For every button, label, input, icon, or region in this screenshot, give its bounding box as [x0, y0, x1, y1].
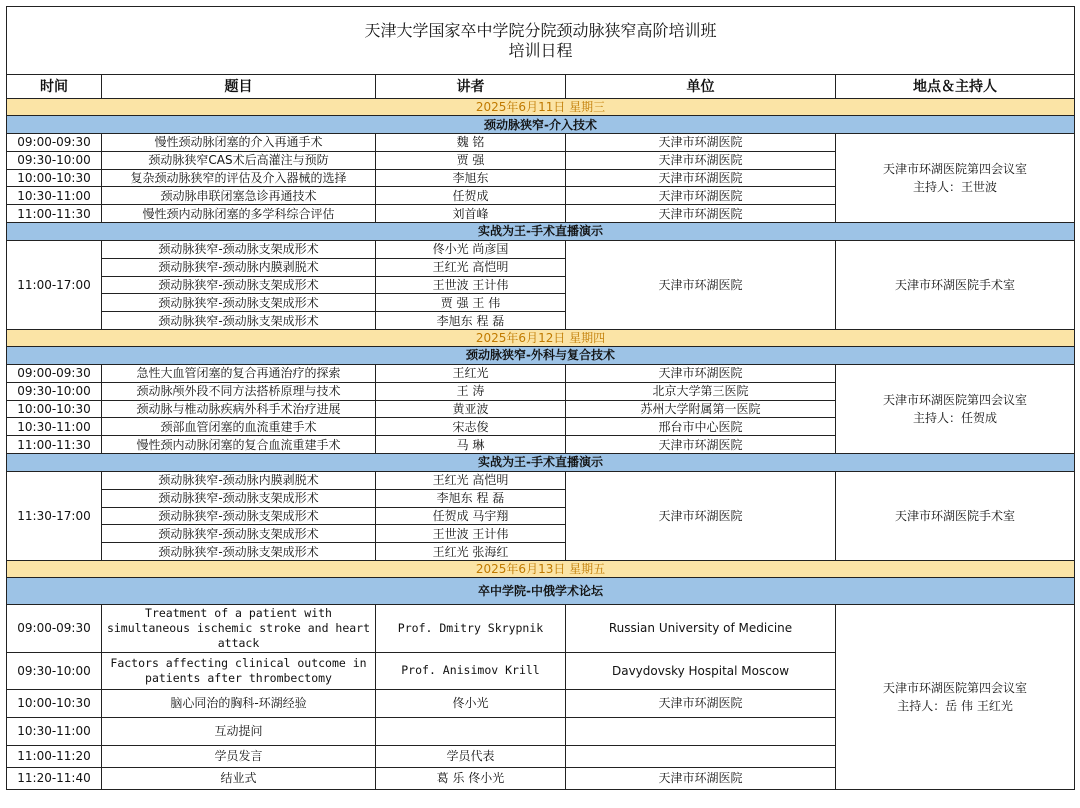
venue-name: 天津市环湖医院第四会议室	[883, 392, 1028, 407]
day3-section1-title: 卒中学院-中俄学术论坛	[7, 577, 1075, 604]
row-speaker: 李旭东 程 磊	[376, 312, 566, 330]
schedule-sheet	[6, 6, 1074, 790]
row-topic: 复杂颈动脉狭窄的评估及介入器械的选择	[102, 169, 376, 187]
day2-section1-title: 颈动脉狭窄-外科与复合技术	[7, 346, 1075, 364]
row-speaker: 黄亚波	[376, 400, 566, 418]
row-time: 10:00-10:30	[7, 689, 102, 717]
day3-section1-venue	[836, 604, 1075, 789]
row-time: 09:00-09:30	[7, 604, 102, 652]
row-speaker: 李旭东	[376, 169, 566, 187]
row-topic: 互动提问	[102, 717, 376, 745]
row-topic: 颈动脉串联闭塞急诊再通技术	[102, 187, 376, 205]
row-speaker	[376, 717, 566, 745]
day1-section1-venue	[836, 134, 1075, 223]
header-time: 时间	[7, 75, 102, 99]
row-time: 11:00-11:20	[7, 745, 102, 767]
row-speaker: 马 琳	[376, 436, 566, 454]
row-unit: Davydovsky Hospital Moscow	[566, 652, 836, 689]
row-topic: 颈动脉狭窄-颈动脉内膜剥脱术	[102, 258, 376, 276]
row-speaker: 宋志俊	[376, 418, 566, 436]
row-topic: 颈动脉狭窄-颈动脉支架成形术	[102, 507, 376, 525]
row-unit: 天津市环湖医院	[566, 767, 836, 789]
row-topic: 慢性颈内动脉闭塞的复合血流重建手术	[102, 436, 376, 454]
row-topic: 颈动脉狭窄-颈动脉支架成形术	[102, 276, 376, 294]
day1-section2-title: 实战为王-手术直播演示	[7, 222, 1075, 240]
row-time: 09:30-10:00	[7, 652, 102, 689]
row-unit: Russian University of Medicine	[566, 604, 836, 652]
venue-name: 天津市环湖医院第四会议室	[883, 161, 1028, 176]
row-speaker: 任贺成 马宇翔	[376, 507, 566, 525]
row-speaker: 王红光 张海红	[376, 543, 566, 561]
row-unit: 天津市环湖医院	[566, 169, 836, 187]
row-speaker: 魏 铭	[376, 134, 566, 152]
day2-section1-venue	[836, 364, 1075, 453]
title-line-1: 天津大学国家卒中学院分院颈动脉狭窄高阶培训班	[364, 20, 717, 40]
header-venue: 地点＆主持人	[836, 75, 1075, 99]
row-topic: 颈动脉狭窄-颈动脉内膜剥脱术	[102, 471, 376, 489]
row-time: 10:30-11:00	[7, 187, 102, 205]
row-unit: 天津市环湖医院	[566, 689, 836, 717]
row-topic: 慢性颈内动脉闭塞的多学科综合评估	[102, 205, 376, 223]
day2-section2-unit: 天津市环湖医院	[566, 471, 836, 560]
row-speaker: 刘首峰	[376, 205, 566, 223]
day1-section2-venue: 天津市环湖医院手术室	[836, 240, 1075, 329]
row-unit: 天津市环湖医院	[566, 134, 836, 152]
header-speaker: 讲者	[376, 75, 566, 99]
row-speaker: 葛 乐 佟小光	[376, 767, 566, 789]
row-time: 10:00-10:30	[7, 169, 102, 187]
row-topic: Treatment of a patient with simultaneous ischemic stroke and heart attack	[102, 604, 376, 652]
row-unit: 天津市环湖医院	[566, 436, 836, 454]
row-speaker: 王世波 王计伟	[376, 525, 566, 543]
row-time: 10:00-10:30	[7, 400, 102, 418]
venue-host: 主持人：王世波	[913, 179, 998, 194]
row-topic: 颈动脉颅外段不同方法搭桥原理与技术	[102, 382, 376, 400]
row-topic: 慢性颈动脉闭塞的介入再通手术	[102, 134, 376, 152]
row-unit	[566, 717, 836, 745]
row-unit: 邢台市中心医院	[566, 418, 836, 436]
day1-date: 2025年6月11日 星期三	[7, 99, 1075, 116]
row-topic: Factors affecting clinical outcome in patients after thrombectomy	[102, 652, 376, 689]
day1-section2-time: 11:00-17:00	[7, 240, 102, 329]
row-speaker: 佟小光	[376, 689, 566, 717]
row-topic: 颈动脉狭窄-颈动脉支架成形术	[102, 489, 376, 507]
day2-section2-title: 实战为王-手术直播演示	[7, 453, 1075, 471]
day3-date: 2025年6月13日 星期五	[7, 560, 1075, 577]
table-row	[7, 471, 1075, 489]
row-time: 09:30-10:00	[7, 382, 102, 400]
row-topic: 颈动脉狭窄-颈动脉支架成形术	[102, 240, 376, 258]
row-speaker: 王红光 高恺明	[376, 258, 566, 276]
row-topic: 颈动脉狭窄-颈动脉支架成形术	[102, 312, 376, 330]
row-unit: 苏州大学附属第一医院	[566, 400, 836, 418]
day2-section2-time: 11:30-17:00	[7, 471, 102, 560]
header-topic: 题目	[102, 75, 376, 99]
row-speaker: 佟小光 尚彦国	[376, 240, 566, 258]
venue-host: 主持人：任贺成	[913, 410, 998, 425]
row-speaker: Prof. Dmitry Skrypnik	[376, 604, 566, 652]
row-speaker: 王红光	[376, 364, 566, 382]
header-row	[7, 75, 1075, 99]
row-time: 11:00-11:30	[7, 436, 102, 454]
row-time: 11:00-11:30	[7, 205, 102, 223]
row-time: 10:30-11:00	[7, 717, 102, 745]
row-time: 11:20-11:40	[7, 767, 102, 789]
day2-date: 2025年6月12日 星期四	[7, 329, 1075, 346]
row-speaker: 王世波 王计伟	[376, 276, 566, 294]
table-row	[7, 134, 1075, 152]
row-unit: 天津市环湖医院	[566, 187, 836, 205]
day1-section1-title: 颈动脉狭窄-介入技术	[7, 116, 1075, 134]
row-topic: 颈动脉狭窄-颈动脉支架成形术	[102, 525, 376, 543]
row-time: 09:30-10:00	[7, 151, 102, 169]
row-topic: 颈动脉与椎动脉疾病外科手术治疗进展	[102, 400, 376, 418]
row-speaker: 贾 强 王 伟	[376, 294, 566, 312]
row-speaker: Prof. Anisimov Krill	[376, 652, 566, 689]
document-title	[7, 7, 1075, 75]
row-speaker: 贾 强	[376, 151, 566, 169]
row-speaker: 王 涛	[376, 382, 566, 400]
row-topic: 颈部血管闭塞的血流重建手术	[102, 418, 376, 436]
schedule-table	[6, 6, 1075, 790]
row-unit: 天津市环湖医院	[566, 205, 836, 223]
row-topic: 颈动脉狭窄-颈动脉支架成形术	[102, 543, 376, 561]
row-topic: 急性大血管闭塞的复合再通治疗的探索	[102, 364, 376, 382]
row-unit: 天津市环湖医院	[566, 364, 836, 382]
row-speaker: 王红光 高恺明	[376, 471, 566, 489]
table-row	[7, 240, 1075, 258]
day1-section2-unit: 天津市环湖医院	[566, 240, 836, 329]
table-row	[7, 364, 1075, 382]
row-speaker: 学员代表	[376, 745, 566, 767]
row-unit	[566, 745, 836, 767]
row-topic: 脑心同治的胸科-环湖经验	[102, 689, 376, 717]
row-topic: 学员发言	[102, 745, 376, 767]
venue-host: 主持人：岳 伟 王红光	[897, 698, 1013, 713]
row-topic: 结业式	[102, 767, 376, 789]
row-speaker: 任贺成	[376, 187, 566, 205]
day2-section2-venue: 天津市环湖医院手术室	[836, 471, 1075, 560]
title-line-2: 培训日程	[508, 40, 573, 60]
row-speaker: 李旭东 程 磊	[376, 489, 566, 507]
row-time: 09:00-09:30	[7, 134, 102, 152]
table-row	[7, 604, 1075, 652]
row-topic: 颈动脉狭窄-颈动脉支架成形术	[102, 294, 376, 312]
row-unit: 北京大学第三医院	[566, 382, 836, 400]
row-time: 10:30-11:00	[7, 418, 102, 436]
header-unit: 单位	[566, 75, 836, 99]
row-topic: 颈动脉狭窄CAS术后高灌注与预防	[102, 151, 376, 169]
row-unit: 天津市环湖医院	[566, 151, 836, 169]
row-time: 09:00-09:30	[7, 364, 102, 382]
venue-name: 天津市环湖医院第四会议室	[883, 680, 1028, 695]
